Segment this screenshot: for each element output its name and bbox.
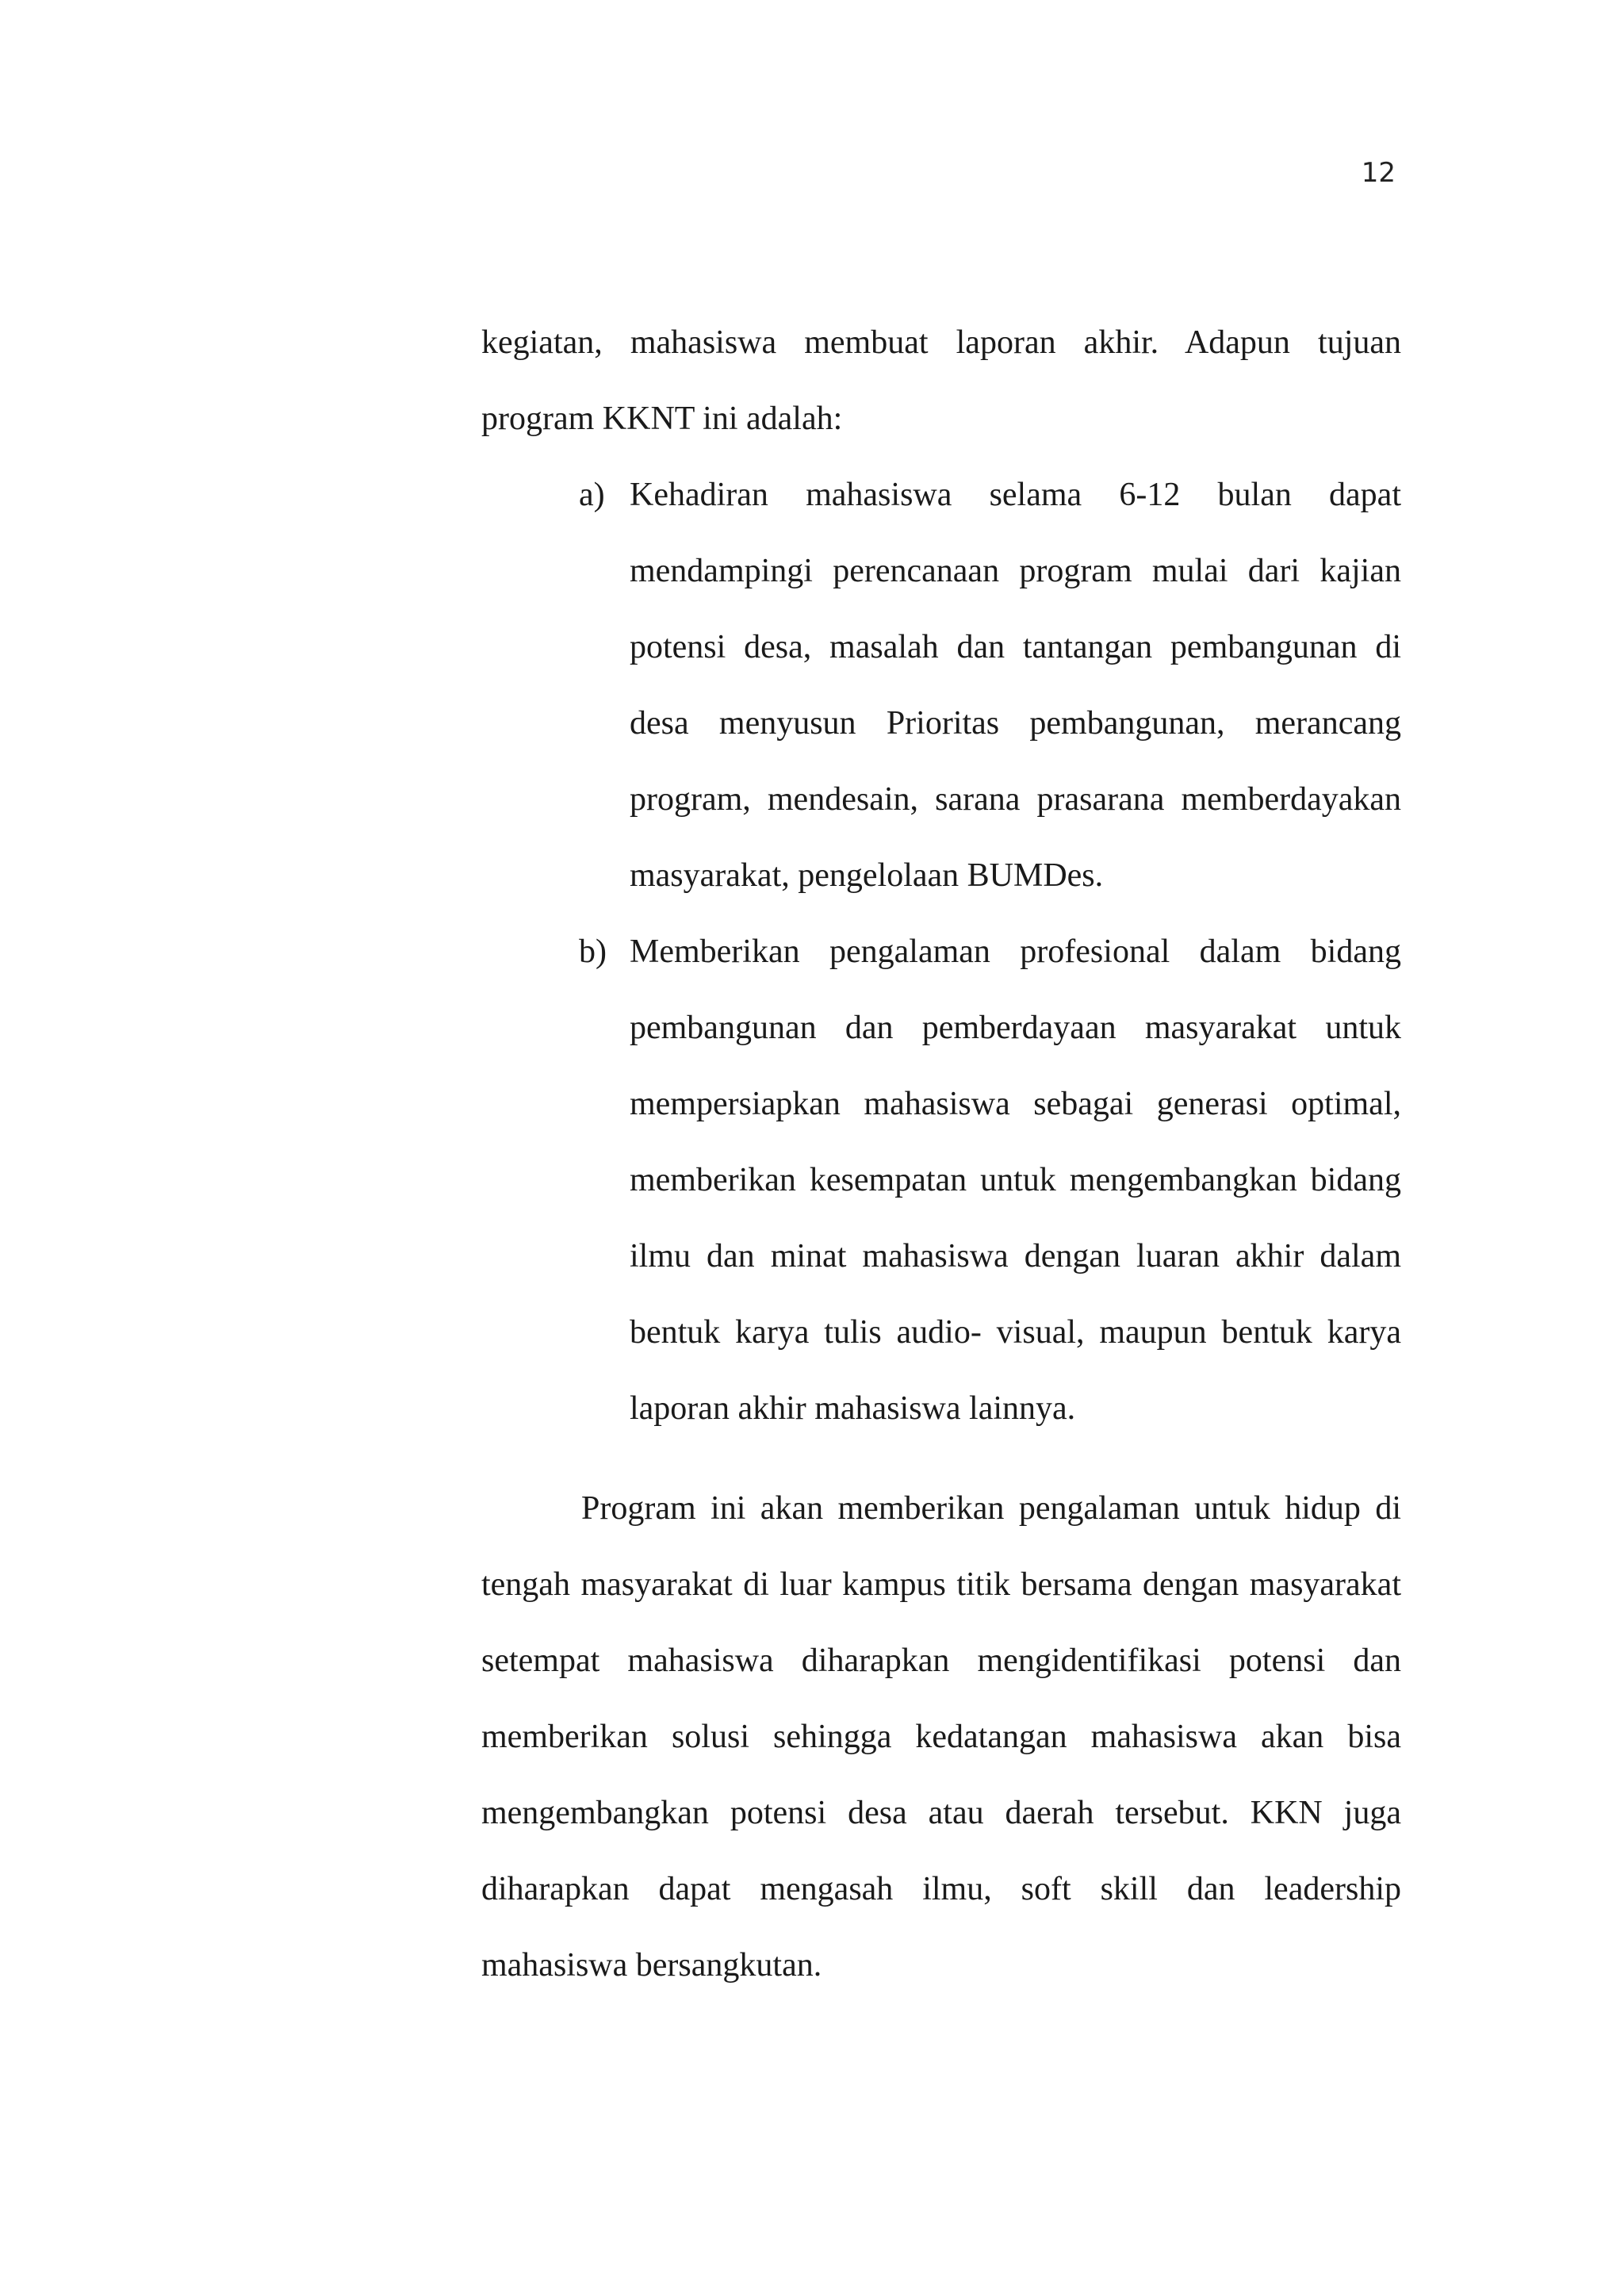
goal-text-b: Memberikan pengalaman profesional dalam bidang pembangunan dan pemberdayaan masyarakat untuk mempersiapkan mahasiswa sebagai generasi optimal, memberikan kesempatan untuk mengembangkan bidang ilmu dan minat mahasiswa dengan luaran akhir dalam bentuk karya tulis audio- visual, maupun bentuk karya laporan akhir mahasiswa lainnya. xyxy=(630,933,1401,1427)
goals-list xyxy=(481,457,1401,1447)
goal-text-a: Kehadiran mahasiswa selama 6-12 bulan dapat mendampingi perencanaan program mulai dari kajian potensi desa, masalah dan tantangan pembangunan di desa menyusun Prioritas pembangunan, merancang program, mendesain, sarana prasarana memberdayakan masyarakat, pengelolaan BUMDes. xyxy=(630,477,1401,894)
body-content xyxy=(481,305,1401,2003)
closing-paragraph: Program ini akan memberikan pengalaman untuk hidup di tengah masyarakat di luar kampus titik bersama dengan masyarakat setempat mahasiswa diharapkan mengidentifikasi potensi dan memberikan solusi sehingga kedatangan mahasiswa akan bisa mengembangkan potensi desa atau daerah tersebut. KKN juga diharapkan dapat mengasah ilmu, soft skill dan leadership mahasiswa bersangkutan. xyxy=(481,1490,1401,1984)
page-number: 12 xyxy=(1361,157,1396,189)
goal-item-b xyxy=(579,914,1401,1447)
goal-item-a xyxy=(579,457,1401,914)
goal-marker-a: a) xyxy=(579,477,605,513)
intro-paragraph: kegiatan, mahasiswa membuat laporan akhir. Adapun tujuan program KKNT ini adalah: xyxy=(481,324,1401,437)
goal-marker-b: b) xyxy=(579,933,607,970)
